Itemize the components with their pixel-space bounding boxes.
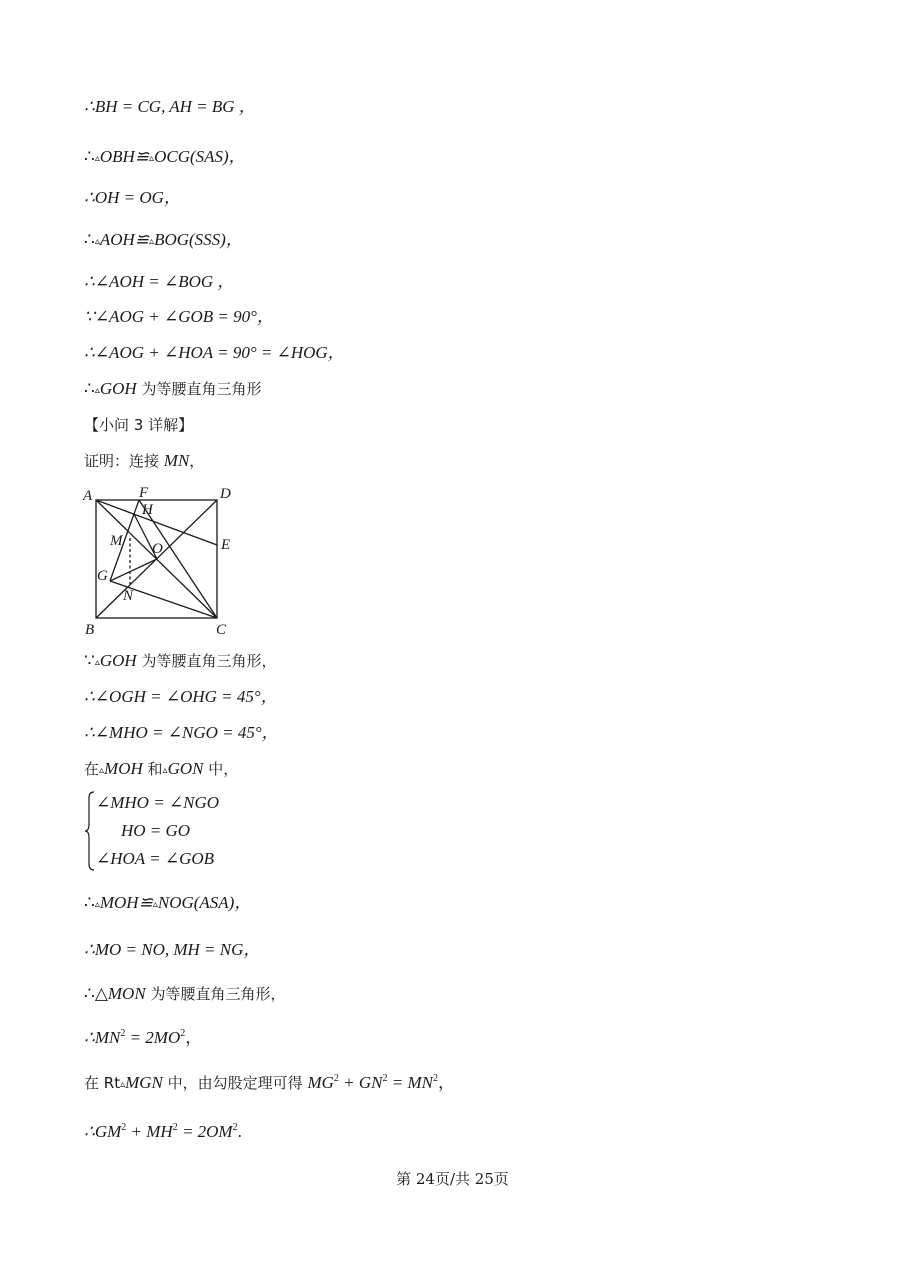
label-f: F	[139, 485, 149, 501]
line-11: ∵▵GOH 为等腰直角三角形，	[84, 651, 277, 670]
label-m: M	[110, 533, 123, 549]
line-19: 在 Rt▵MGN 中，由勾股定理可得 $MG^2 + GN^2 = MN^2$，	[84, 1073, 455, 1092]
line-18: $\therefore MN^2 = 2MO^2$，	[84, 1028, 203, 1047]
line-15: ∴▵MOH≌▵NOG(ASA)，	[84, 893, 252, 912]
page-footer: 第 24页/共 25页	[396, 1170, 509, 1188]
line-14: 在▵MOH 和▵GON 中，	[84, 759, 239, 778]
line-13: ∴∠MHO = ∠NGO = 45°，	[84, 723, 279, 742]
label-b: B	[85, 622, 95, 638]
condition-side: HO = GO	[121, 821, 191, 840]
label-a: A	[83, 488, 93, 504]
label-o: O	[152, 541, 163, 557]
line-2: ∴▵OBH≌▵OCG(SAS)，	[84, 147, 246, 166]
line-10: 证明：连接 MN，	[84, 451, 205, 470]
line-8: ∴▵GOH 为等腰直角三角形	[84, 379, 262, 398]
label-e: E	[221, 537, 231, 553]
condition-angle-2: ∠HOA = ∠GOB	[96, 849, 215, 868]
left-brace	[84, 790, 96, 872]
geometry-figure	[80, 482, 250, 642]
line-6: ∵∠AOG + ∠GOB = 90°，	[84, 307, 274, 326]
line-5: ∴∠AOH = ∠BOG ，	[84, 272, 235, 291]
line-3: ∴OH = OG，	[84, 188, 181, 207]
section-heading: 【小问 3 详解】	[84, 416, 194, 434]
condition-angle-1: ∠MHO = ∠NGO	[96, 793, 220, 812]
line-12: ∴∠OGH = ∠OHG = 45°，	[84, 687, 278, 706]
label-n: N	[123, 588, 134, 604]
line-1: ∴BH = CG, AH = BG ，	[84, 97, 256, 116]
label-d: D	[220, 486, 231, 502]
line-4: ∴▵AOH≌▵BOG(SSS)，	[84, 230, 243, 249]
line-20: $\therefore GM^2 + MH^2 = 2OM^2$.	[84, 1122, 242, 1141]
line-17: ∴△MON 为等腰直角三角形，	[84, 984, 286, 1003]
label-c: C	[216, 622, 227, 638]
line-7: ∴∠AOG + ∠HOA = 90° = ∠HOG，	[84, 343, 345, 362]
label-h: H	[142, 502, 153, 518]
label-g: G	[97, 568, 108, 584]
line-16: ∴MO = NO, MH = NG，	[84, 940, 261, 959]
